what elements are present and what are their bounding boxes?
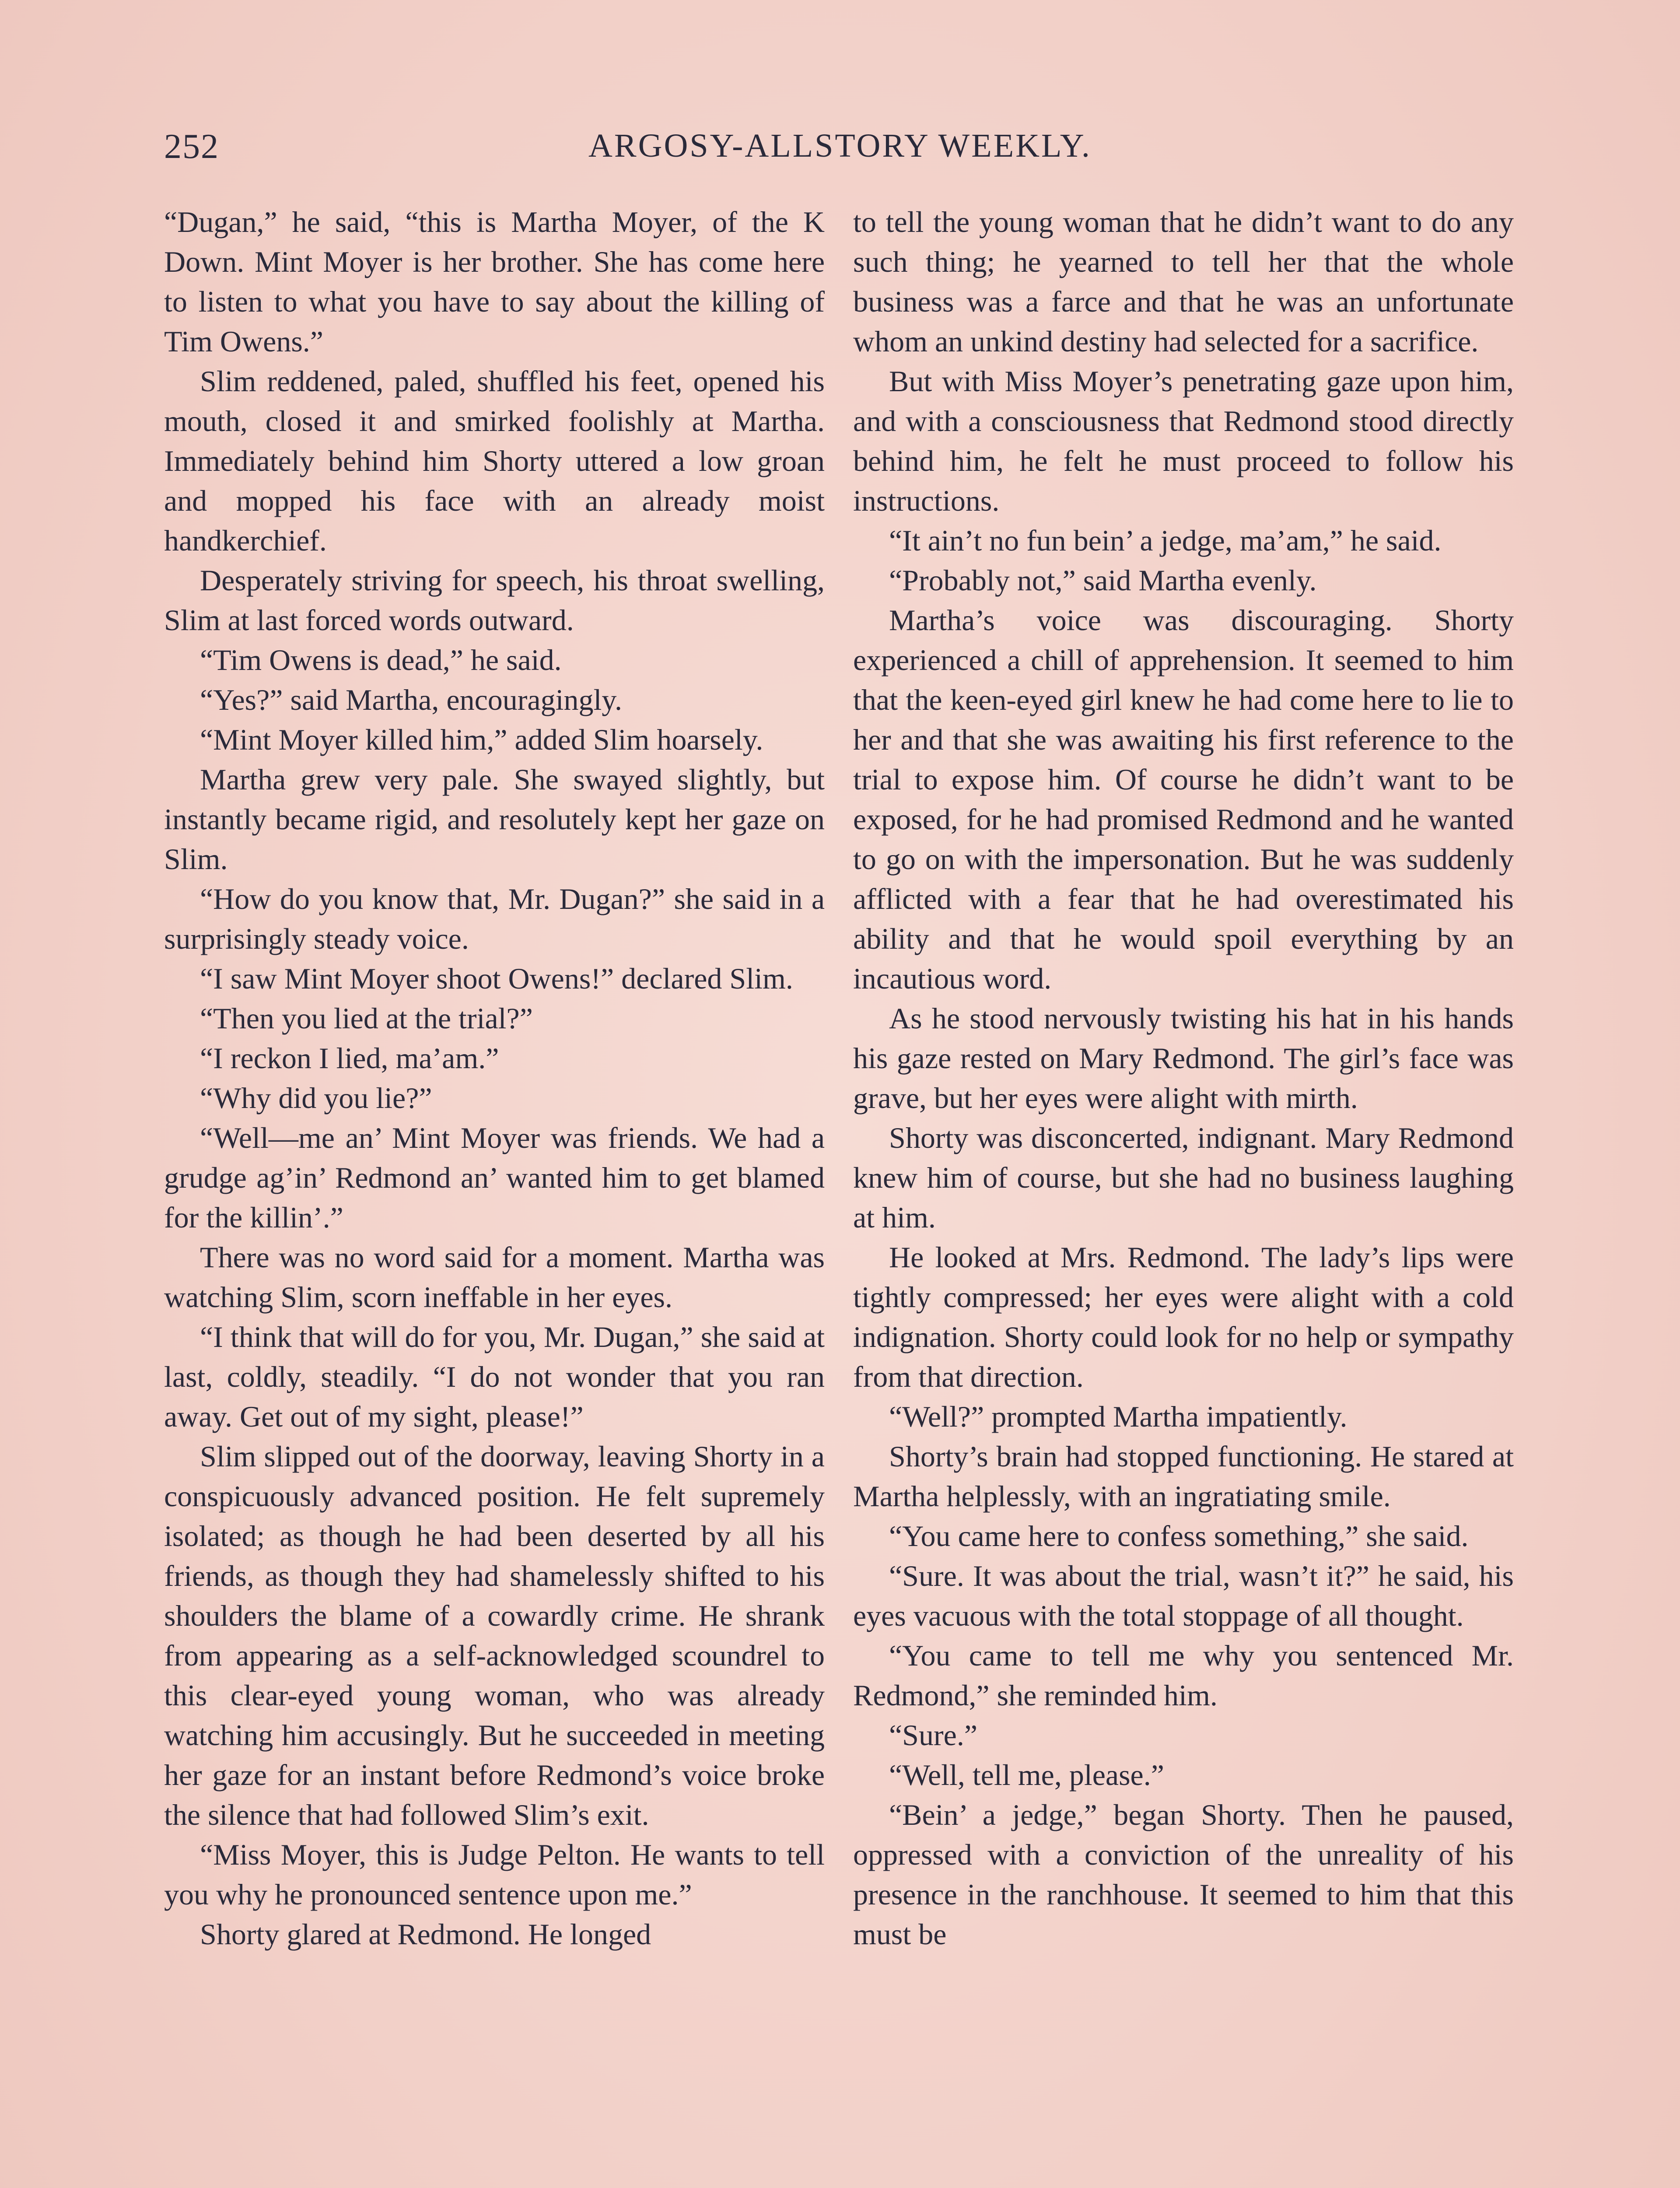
paragraph: “Miss Moyer, this is Judge Pelton. He wants to tell you why he pronounced sentence upon me.” (164, 1838, 825, 1911)
paragraph: “Probably not,” said Martha evenly. (889, 564, 1317, 597)
paragraph: There was no word said for a moment. Martha was watching Slim, scorn ineffable in her eyes. (164, 1241, 825, 1314)
paragraph: “Well—me an’ Mint Moyer was friends. We had a grudge ag’in’ Redmond an’ wanted him to get blamed for the killin’.” (164, 1121, 825, 1234)
page-header (164, 127, 1516, 179)
paragraph: “Why did you lie?” (200, 1081, 432, 1115)
paragraph: “How do you know that, Mr. Dugan?” she said in a surprisingly steady voice. (164, 882, 825, 955)
paragraph: “Dugan,” he said, “this is Martha Moyer, of the K Down. Mint Moyer is her brother. She has come here to listen to what you have to say about the killing of Tim Owens.” (164, 205, 825, 358)
paragraph: Martha grew very pale. She swayed slightly, but instantly became rigid, and resolutely kept her gaze on Slim. (164, 763, 825, 876)
paragraph: “Bein’ a jedge,” began Shorty. Then he paused, oppressed with a conviction of the unreality of his presence in the ranchhouse. It seemed to him that this must be (853, 1798, 1514, 1951)
paragraph: “Sure. It was about the trial, wasn’t it?” he said, his eyes vacuous with the total stoppage of all thought. (853, 1559, 1514, 1632)
paragraph: to tell the young woman that he didn’t want to do any such thing; he yearned to tell her that the whole business was a farce and that he was an unfortunate whom an unkind destiny had selected for a sacrifice. (853, 205, 1514, 358)
paragraph: “Mint Moyer killed him,” added Slim hoarsely. (200, 723, 763, 756)
paragraph: “I think that will do for you, Mr. Dugan,” she said at last, coldly, steadily. “I do not wonder that you ran away. Get out of my sight, please!” (164, 1320, 825, 1433)
paragraph: Shorty’s brain had stopped functioning. He stared at Martha helplessly, with an ingratiating smile. (853, 1440, 1514, 1513)
paragraph: “Well, tell me, please.” (889, 1758, 1164, 1792)
paragraph: “You came to tell me why you sentenced Mr. Redmond,” she reminded him. (853, 1639, 1514, 1712)
paragraph: As he stood nervously twisting his hat in his hands his gaze rested on Mary Redmond. The girl’s face was grave, but her eyes were alight with mirth. (853, 1002, 1514, 1115)
page-number: 252 (164, 127, 219, 166)
paragraph: “Then you lied at the trial?” (200, 1002, 533, 1035)
paragraph: Desperately striving for speech, his throat swelling, Slim at last forced words outward. (164, 564, 825, 637)
paragraph: “Yes?” said Martha, encouragingly. (200, 683, 622, 716)
paragraph: “It ain’t no fun bein’ a jedge, ma’am,” he said. (889, 524, 1442, 557)
paragraph: But with Miss Moyer’s penetrating gaze upon him, and with a consciousness that Redmond stood directly behind him, he felt he must proceed to follow his instructions. (853, 365, 1514, 517)
paragraph: Slim reddened, paled, shuffled his feet, opened his mouth, closed it and smirked foolishly at Martha. Immediately behind him Shorty uttered a low groan and mopped his face with an already moist handkerchief. (164, 365, 825, 557)
paragraph: Slim slipped out of the doorway, leaving Shorty in a conspicuously advanced position. He felt supremely isolated; as though he had been deserted by all his friends, as though they had shamelessly shifted to his shoulders the blame of a cowardly crime. He shrank from appearing as a self-acknowledged scoundrel to this clear-eyed young woman, who was already watching him accusingly. But he succeeded in meeting her gaze for an instant before Redmond’s voice broke the silence that had followed Slim’s exit. (164, 1440, 825, 1831)
running-head: ARGOSY-ALLSTORY WEEKLY. (588, 127, 1092, 164)
paragraph: “I reckon I lied, ma’am.” (200, 1041, 499, 1075)
paragraph: “Sure.” (889, 1718, 978, 1752)
left-column (164, 202, 825, 1954)
paragraph: He looked at Mrs. Redmond. The lady’s lips were tightly compressed; her eyes were alight with a cold indignation. Shorty could look for no help or sympathy from that direction. (853, 1241, 1514, 1393)
paragraph: “You came here to confess something,” she said. (889, 1519, 1469, 1553)
right-column (853, 202, 1514, 1954)
paragraph: Shorty glared at Redmond. He longed (200, 1918, 651, 1951)
paragraph: “I saw Mint Moyer shoot Owens!” declared Slim. (200, 962, 793, 995)
paragraph: “Tim Owens is dead,” he said. (200, 643, 562, 677)
paragraph: “Well?” prompted Martha impatiently. (889, 1400, 1348, 1433)
paragraph: Shorty was disconcerted, indignant. Mary Redmond knew him of course, but she had no business laughing at him. (853, 1121, 1514, 1234)
paragraph: Martha’s voice was discouraging. Shorty experienced a chill of apprehension. It seemed to him that the keen-eyed girl knew he had come here to lie to her and that she was awaiting his first reference to the trial to expose him. Of course he didn’t want to be exposed, for he had promised Redmond and he wanted to go on with the impersonation. But he was suddenly afflicted with a fear that he had overestimated his ability and that he would spoil everything by an incautious word. (853, 603, 1514, 995)
